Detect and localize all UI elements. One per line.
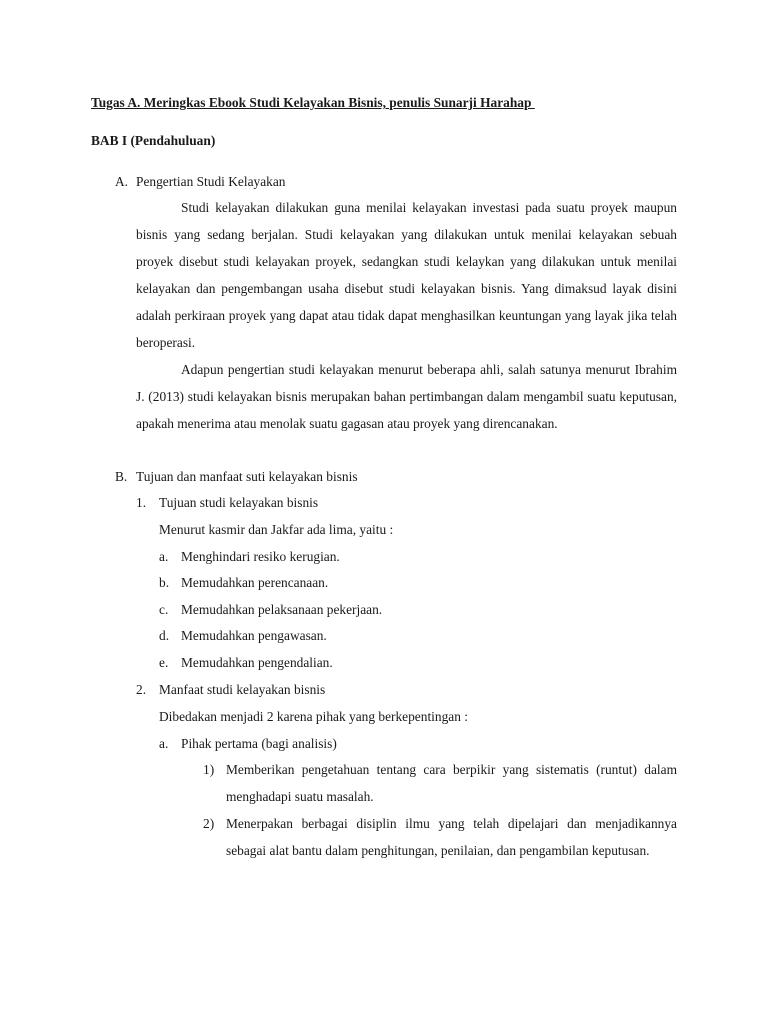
sub-a-heading: Pihak pertama (bagi analisis) xyxy=(181,736,337,751)
section-a-marker: A. xyxy=(115,174,129,189)
list-item: Menghindari resiko kerugian. xyxy=(181,549,340,564)
list-item-marker: a. xyxy=(159,549,169,564)
item-1-heading: Tujuan studi kelayakan bisnis xyxy=(159,495,319,510)
item-2-intro: Dibedakan menjadi 2 karena pihak yang berkepentingan : xyxy=(159,709,468,724)
point-marker: 1) xyxy=(203,762,215,777)
list-item: Memudahkan pelaksanaan pekerjaan. xyxy=(181,602,383,617)
section-b-heading: Tujuan dan manfaat suti kelayakan bisnis xyxy=(136,469,358,484)
list-item: Memudahkan pengendalian. xyxy=(181,655,333,670)
list-item-marker: e. xyxy=(159,655,169,670)
list-item-marker: d. xyxy=(159,628,170,643)
list-item-marker: c. xyxy=(159,602,169,617)
sub-a-marker: a. xyxy=(159,736,169,751)
document-title: Tugas A. Meringkas Ebook Studi Kelayakan Bisnis, penulis Sunarji Harahap xyxy=(91,95,535,110)
chapter-heading: BAB I (Pendahuluan) xyxy=(91,133,216,148)
item-1-intro: Menurut kasmir dan Jakfar ada lima, yaitu : xyxy=(159,522,394,537)
item-1-marker: 1. xyxy=(136,495,147,510)
list-item: Memudahkan pengawasan. xyxy=(181,628,327,643)
section-b-marker: B. xyxy=(115,469,128,484)
point-text: Memberikan pengetahuan tentang cara berpikir yang sistematis (runtut) dalam menghadapi suatu masalah. xyxy=(226,762,677,804)
list-item-marker: b. xyxy=(159,575,170,590)
item-2-marker: 2. xyxy=(136,682,147,697)
point-text: Menerpakan berbagai disiplin ilmu yang telah dipelajari dan menjadikannya sebagai alat bantu dalam penghitungan, penilaian, dan pengambilan keputusan. xyxy=(226,816,677,858)
item-2-heading: Manfaat studi kelayakan bisnis xyxy=(159,682,326,697)
section-a-paragraph-1: Studi kelayakan dilakukan guna menilai kelayakan investasi pada suatu proyek maupun bisnis yang sedang berjalan. Studi kelayakan yang dilakukan untuk menilai kelayakan sebuah proyek disebut studi kelayakan proyek, sedangkan studi kelaykan yang dilakukan untuk menilai kelayakan dan pengembangan usaha disebut studi kelayakan bisnis. Yang dimaksud layak disini adalah perkiraan proyek yang dapat atau tidak dapat menghasilkan keuntungan yang layak jika telah beroperasi. xyxy=(136,200,677,350)
point-marker: 2) xyxy=(203,816,215,831)
section-a-paragraph-2: Adapun pengertian studi kelayakan menurut beberapa ahli, salah satunya menurut Ibrahim J. (2013) studi kelayakan bisnis merupakan bahan pertimbangan dalam mengambil suatu keputusan, apakah menerima atau menolak suatu gagasan atau proyek yang direncanakan. xyxy=(136,362,677,431)
section-a-heading: Pengertian Studi Kelayakan xyxy=(136,174,286,189)
list-item: Memudahkan perencanaan. xyxy=(181,575,329,590)
